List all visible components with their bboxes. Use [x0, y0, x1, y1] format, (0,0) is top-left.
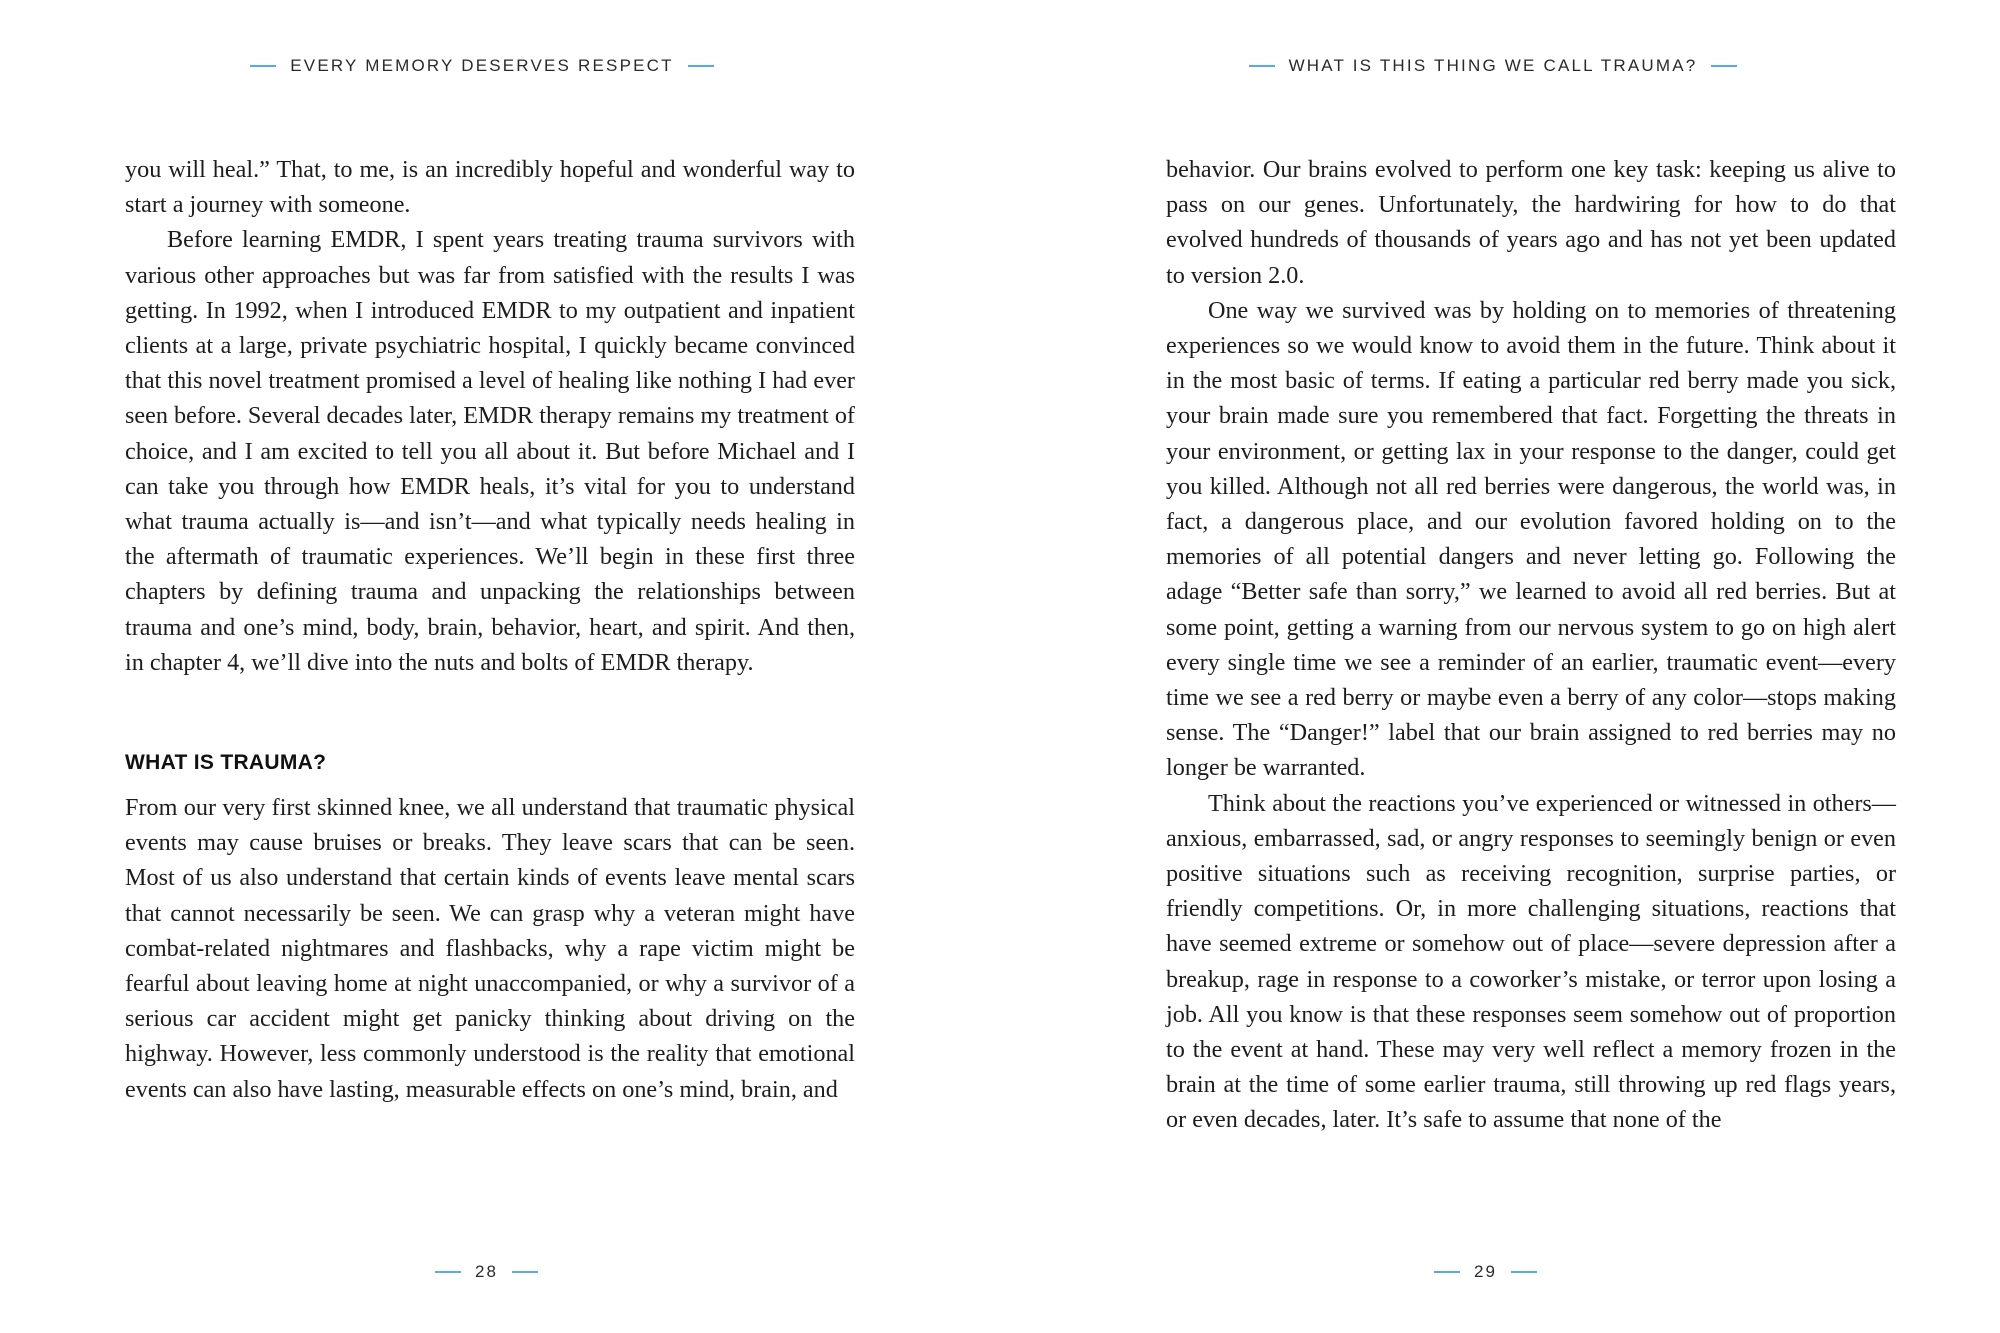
page-number-left — [0, 1262, 1000, 1282]
paragraph: behavior. Our brains evolved to perform one key task: keeping us alive to pass on our genes. Unfortunately, the hardwiring for how to do that evolved hundreds of thousands of years ago and has not yet been updated to version 2.0. — [1166, 156, 1896, 289]
accent-dash — [688, 65, 714, 67]
paragraph: Before learning EMDR, I spent years treating trauma survivors with various other approaches but was far from satisfied with the results I was getting. In 1992, when I introduced EMDR to my outpatient and inpatient clients at a large, private psychiatric hospital, I quickly became convinced that this novel treatment promised a level of healing like nothing I had ever seen before. Several decades later, EMDR therapy remains my treatment of choice, and I am excited to tell you all about it. But before Michael and I can take you through how EMDR heals, it’s vital for you to understand what trauma actually is—and isn’t—and what typically needs healing in the aftermath of traumatic experiences. We’ll begin in these first three chapters by defining trauma and unpacking the relationships between trauma and one’s mind, body, brain, behavior, heart, and spirit. And then, in chapter 4, we’ll dive into the nuts and bolts of EMDR therapy. — [125, 226, 855, 676]
page-number-right — [971, 1262, 2000, 1282]
left-body-text — [125, 152, 855, 1107]
accent-dash — [435, 1271, 461, 1273]
accent-dash — [1511, 1271, 1537, 1273]
paragraph: Think about the reactions you’ve experienced or witnessed in others—anxious, embarrassed, sad, or angry responses to seemingly benign or even positive situations such as receiving recognition, surprise parties, or friendly competitions. Or, in more challenging situations, reactions that have seemed extreme or somehow out of place—severe depression after a breakup, rage in response to a coworker’s mistake, or terror upon losing a job. All you know is that these responses seem somehow out of proportion to the event at hand. These may very well reflect a memory frozen in the brain at the time of some earlier trauma, still throwing up red flags years, or even decades, later. It’s safe to assume that none of the — [1166, 789, 1896, 1134]
page-number-text: 28 — [475, 1262, 498, 1281]
accent-dash — [1711, 65, 1737, 67]
paragraph: One way we survived was by holding on to memories of threatening experiences so we would know to avoid them in the future. Think about it in the most basic of terms. If eating a particular red berry made you sick, your brain made sure you remembered that fact. Forgetting the threats in your environment, or getting lax in your response to the danger, could get you killed. Although not all red berries were dangerous, the world was, in fact, a dangerous place, and our evolution favored holding on to the memories of all potential dangers and never letting go. Following the adage “Better safe than sorry,” we learned to avoid all red berries. But at some point, getting a warning from our nervous system to go on high alert every single time we see a reminder of an earlier, traumatic event—every time we see a red berry or maybe even a berry of any color—stops making sense. The “Danger!” label that our brain assigned to red berries may no longer be warranted. — [1166, 296, 1896, 782]
paragraph: From our very first skinned knee, we all understand that traumatic physical events may cause bruises or breaks. They leave scars that can be seen. Most of us also understand that certain kinds of events leave mental scars that cannot necessarily be seen. We can grasp why a veteran might have combat-related nightmares and flashbacks, why a rape victim might be fearful about leaving home at night unaccompanied, or why a survivor of a serious car accident might get panicky thinking about driving on the highway. However, less commonly understood is the reality that emotional events can also have lasting, measurable effects on one’s mind, brain, and — [125, 794, 855, 1103]
running-head-text: EVERY MEMORY DESERVES RESPECT — [290, 56, 674, 75]
page-number-text: 29 — [1474, 1262, 1497, 1281]
running-head-left — [0, 56, 1000, 76]
paragraph: you will heal.” That, to me, is an incredibly hopeful and wonderful way to start a journey with someone. — [125, 156, 855, 219]
accent-dash — [250, 65, 276, 67]
section-heading: WHAT IS TRAUMA? — [125, 751, 327, 775]
accent-dash — [1249, 65, 1275, 67]
right-page — [1000, 0, 2000, 1333]
running-head-right — [986, 56, 2000, 76]
accent-dash — [512, 1271, 538, 1273]
running-head-text: WHAT IS THIS THING WE CALL TRAUMA? — [1288, 56, 1698, 75]
accent-dash — [1434, 1271, 1460, 1273]
right-body-text — [1166, 152, 1896, 1138]
